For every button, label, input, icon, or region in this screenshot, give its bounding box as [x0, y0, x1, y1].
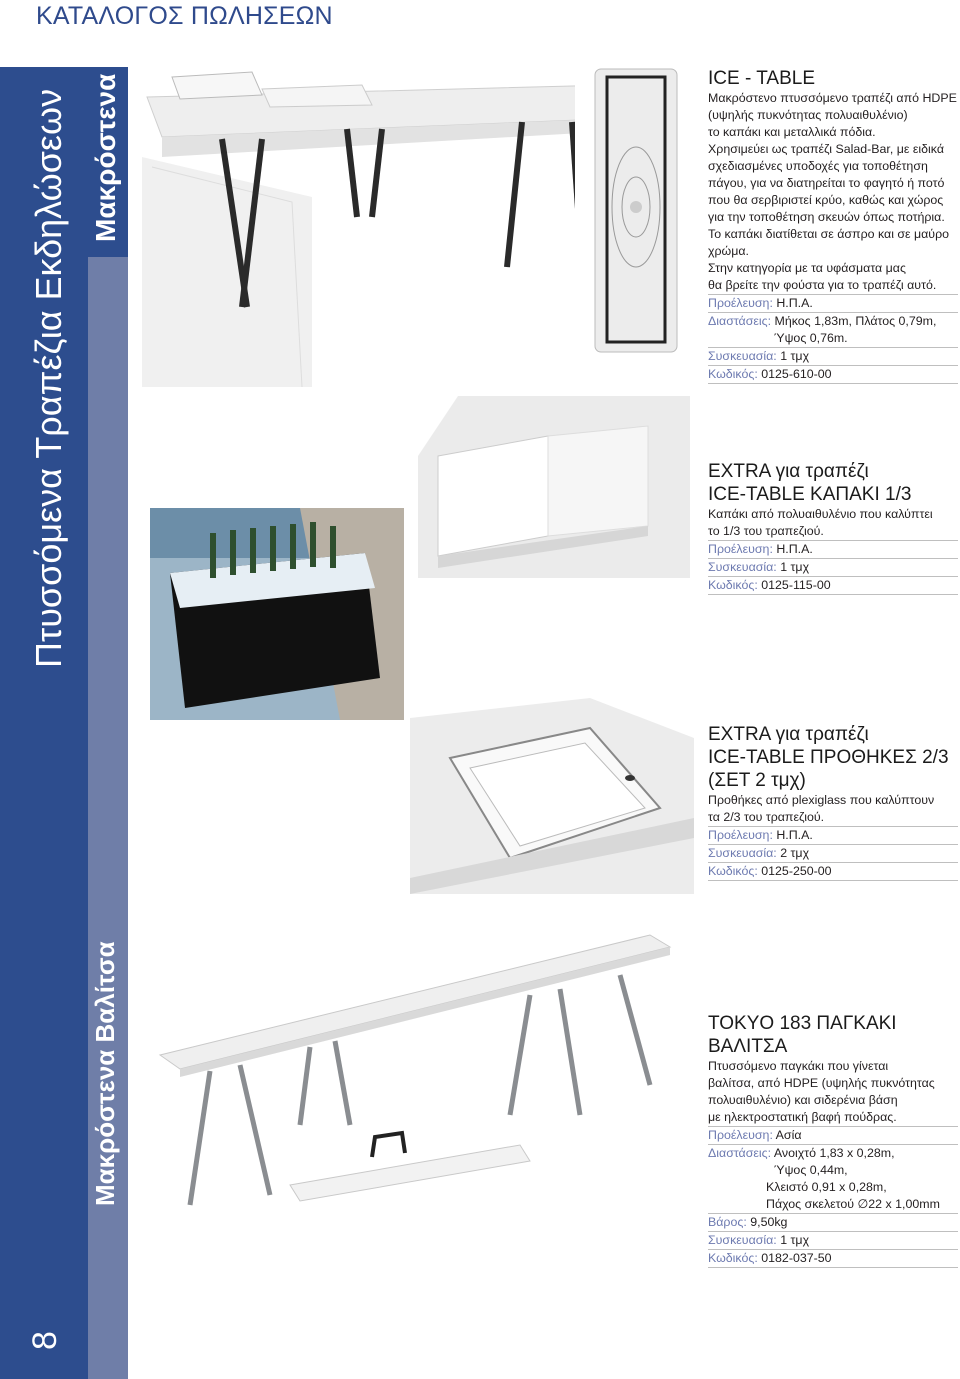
- pack-row: Συσκευασία: 1 τμχ: [708, 348, 958, 366]
- bench-photo: [150, 905, 694, 1217]
- section-title: Πτυσσόμενα Τραπέζια Εκδηλώσεων: [28, 88, 69, 668]
- dims-row: Διαστάσεις: Μήκος 1,83m, Πλάτος 0,79m,: [708, 314, 937, 328]
- trays-info: EXTRA για τραπέζι ICE-TABLE ΠΡΟΘΗΚΕΣ 2/3 (ΣΕΤ 2 τμχ) Προθήκες από plexiglass που καλύπτουν τα 2/3 του τραπεζιού. Προέλευση: Η.Π.Α. Συσκευασία: 2 τμχ Κωδικός: 0125-250-00: [708, 723, 958, 881]
- lid-info: EXTRA για τραπέζι ICE-TABLE ΚΑΠΑΚΙ 1/3 Καπάκι από πολυαιθυλένιο που καλύπτει το 1/3 του τραπεζιού. Προέλευση: Η.Π.Α. Συσκευασία: 1 τμχ Κωδικός: 0125-115-00: [708, 460, 958, 595]
- page-number: 8: [26, 1331, 64, 1350]
- table-top-view-photo: [575, 67, 695, 357]
- bench-info: TOKYO 183 ΠΑΓΚΑΚΙ ΒΑΛΙΤΣΑ Πτυσσόμενο παγκάκι που γίνεται βαλίτσα, από HDPE (υψηλής πυκνότητας πολυαιθυλένιο) και σιδερένια βάση με ηλεκτροστατική βαφή πούδρας. Προέλευση: Ασία Διαστάσεις: Ανοιχτό 1,83 x 0,28m, Ύψος 0,44m, Κλειστό 0,91 x 0,28m, Πάχος σκελετού ∅22 x 1,00mm Βάρος: 9,50kg Συσκευασία: 1 τμχ Κωδικός: 0182-037-50: [708, 1012, 958, 1268]
- ice-table-event-photo: [150, 508, 404, 720]
- lid-photo: [418, 396, 690, 578]
- tab-label-bottom: Μακρόστενα Βαλίτσα: [90, 941, 120, 1206]
- tray-photo: [410, 698, 694, 894]
- tab-label-top: Μακρόστενα: [90, 73, 121, 242]
- code-row: Κωδικός: 0125-610-00: [708, 366, 958, 384]
- ice-table-info: ICE - TABLE Μακρόστενο πτυσσόμενο τραπέζι από HDPE (υψηλής πυκνότητας πολυαιθυλένιο) το καπάκι και μεταλλικά πόδια. Χρησιμεύει ως τραπέζι Salad-Bar, με ειδικά σχεδιασμένες υποδοχές για τοποθέτηση πάγου, για να διατηρείται το φαγητό ή ποτό που θα σερβιριστεί κρύο, καθώς και χώρος για την τοποθέτηση σκευών όπως ποτήρια. Το καπάκι διατίθεται σε άσπρο και σε μαύρο χρώμα. Στην κατηγορία με τα υφάσματα μας θα βρείτε την φούστα για το τραπέζι αυτό. Προέλευση: Η.Π.Α. Διαστάσεις: Μήκος 1,83m, Πλάτος 0,79m, Ύψος 0,76m. Συσκευασία: 1 τμχ Κωδικός: 0125-610-00: [708, 67, 958, 384]
- origin-row: Προέλευση: Η.Π.Α.: [708, 295, 958, 313]
- page-title: ΚΑΤΑΛΟΓΟΣ ΠΩΛΗΣΕΩΝ: [36, 2, 333, 30]
- product-title: ICE - TABLE: [708, 68, 815, 89]
